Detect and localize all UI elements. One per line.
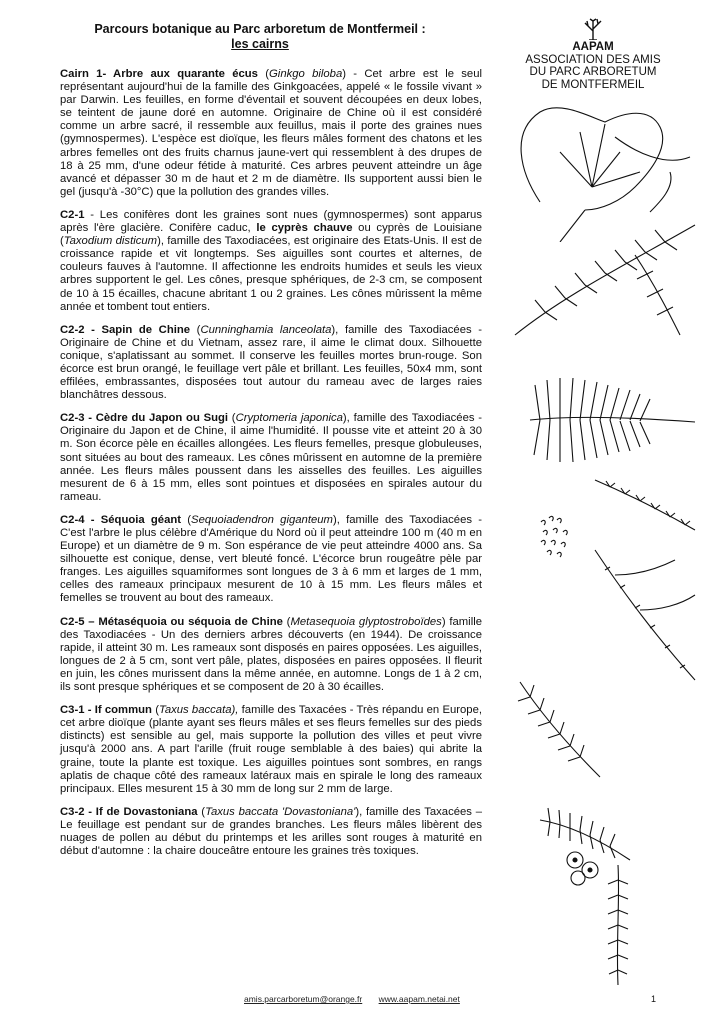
- entry-c2-3: C2-3 - Cèdre du Japon ou Sugi (Cryptomeria japonica), famille des Taxodiacées - Originaire du Japon et de Chine, il aime l'humidité. Il pousse vite et atteint 20 à 30 m. Son écorce pèle en écailles allongées. Les fleurs femelles, presque globuleuses, sont situées au bout des rameaux. Les cônes mûrissent en automne de la première année. Les fleurs mâles poussent dans les aisselles des feuilles. Les aiguilles mesurent de 6 à 15 mm, elles sont pointues et disposées en spirales autour du rameau.: [60, 412, 482, 503]
- entry-title: C3-1 - If commun: [60, 704, 152, 717]
- entry-title: C2-2 - Sapin de Chine: [60, 323, 191, 336]
- entry-text: ) famille des Taxodiacées - Un des derniers arbres découverts (en 1944). De croissance rapide, il atteint 30 m. Les rameaux sont disposés en paires opposées. Les aiguilles, longues de 2 à 5 cm, sont vert pâle, plates, disposées en paires opposées. Il fleurit en juin, les cônes murissent dans la même année, en automne. Longs de 1 à 2 cm, ils sont presque sphériques et se composent de 20 à 30 écailles.: [60, 615, 482, 694]
- entry-text: ), famille des Taxodiacées - Originaire du Japon et de Chine, il aime l'humidité. Il pousse vite et atteint 20 à 30 m. Son écorce pèle en écailles allongées. Les fleurs femelles, presque globuleuses, sont situées au bout des rameaux. Les cônes mûrissent en automne de la première année. Les fleurs mâles poussent dans les aisselles des feuilles. Les aiguilles mesurent de 6 à 15 mm, elles sont pointues et disposées en spirales autour du rameau.: [60, 412, 482, 503]
- entry-cairn-1: Cairn 1- Arbre aux quarante écus (Ginkgo biloba) - Cet arbre est le seul représentant aujourd'hui de la famille des Ginkgoacées, appelé « le fossile vivant » par Darwin. Les feuilles, en forme d'éventail et souvent découpées en deux lobes, se teintent de jaune doré en automne. Originaire de Chine où il est considéré comme un arbre sacré, il ressemble aux feuillus, mais il porte des graines nues (gymnospermes). L'espèce est dioïque, les fleurs mâles forment des chatons et les arbres femelles ont des fruits charnus jaune-vert qui ressemblent à des drupes de 18 à 25 mm, d'une odeur fétide à maturité. Ces arbres peuvent atteindre un âge avancé et dépasser 30 m de haut et 2 m de diamètre. Ils supportent aussi bien le gel (jusqu'à -30°C) que la pollution des grandes villes.: [60, 68, 482, 198]
- org-line-3: DE MONTFERMEIL: [541, 78, 645, 91]
- entry-text: famille des Taxacées - Très répandu en Europe, cet arbre dioïque (plante ayant ses fleurs mâles et ses fleurs femelles sur des pieds distincts) est sensible au gel, mais supporte la pollution des villes et peut vivre jusqu'à 2000 ans. A part l'arille (fruit rouge semblable à des baies) qui abrite la graine, toute la plante est toxique. Les aiguilles pointues sont sombres, en rangs aplatis de chaque côté des rameaux latéraux mais en spirale le long des rameaux principaux. Elles mesurent 15 à 30 mm de long sur 2 mm de large.: [60, 704, 483, 795]
- org-line-2: DU PARC ARBORETUM: [529, 66, 657, 78]
- entry-c2-4: C2-4 - Séquoia géant (Sequoiadendron giganteum), famille des Taxodiacées - C'est l'arbre le plus célèbre d'Amérique du Nord où il peut atteindre 100 m (40 m en Europe) et un diamètre de 9 m. Son espérance de vie peut atteindre 4000 ans. Sa silhouette est conique, dense, vert bleuté foncé. L'écorce brun rougeâtre pèle par franges. Les aiguilles squamiformes sont longues de 3 à 6 mm et larges de 1 mm, celles des rameaux principaux mesurent de 10 à 15 mm. Les fleurs mâles et femelles se trouvent au bout des rameaux.: [60, 513, 483, 605]
- entry-text: ), famille des Taxodiacées, est originaire des Etats-Unis. Il est de croissance rapide et vit longtemps. Ses aiguilles sont courtes et alternes, de couleurs fauves à l'automne. Il affectionne les endroits humides et seuls les vieux arbres supportent le gel. Les cônes, presque sphériques, de 2-3 cm, se composent de 10 à 15 écailles, chacune abritant 1 ou 2 graines. Les cônes mûrissent la même année et tombent tout entiers.: [60, 235, 482, 313]
- giant-sequoia-branch-icon: [585, 545, 705, 685]
- sequoia-cone-icon: [533, 512, 578, 562]
- footer-website-link[interactable]: www.aapam.netai.net: [378, 994, 460, 1004]
- entry-latin: Metasequoia glyptostroboïdes: [290, 615, 442, 628]
- entry-c3-2: C3-2 - If de Dovastoniana (Taxus baccata 'Dovastoniana'), famille des Taxacées – Le feuillage est pendant sur de grandes branches. Les fleurs mâles libèrent des nuages de pollen au début du printemps et les arilles sont rouges à maturité en début d'automne : la chaire douceâtre entoure les graines très toxiques.: [60, 805, 483, 858]
- chinese-fir-branch-icon: [520, 360, 700, 480]
- entry-latin: Ginkgo biloba: [269, 68, 343, 80]
- entry-text-a: - Les conifères dont les graines sont nues (gymnospermes) sont apparus après l'ère glacière. Conifère caduc,: [60, 208, 482, 235]
- entry-c2-5: C2-5 – Métaséquoia ou séquoia de Chine (Metasequoia glyptostroboïdes) famille des Taxodiacées - Un des derniers arbres découverts (en 1944). De croissance rapide, il atteint 30 m. Les rameaux sont disposés en paires opposées. Les aiguilles, longues de 2 à 5 cm, sont vert pâle, plates, disposées en paires opposées. Il fleurit en juin, les cônes murissent dans la même année, en automne. Longs de 1 à 2 cm, ils sont presque sphériques et se composent de 20 à 30 écailles.: [60, 615, 482, 694]
- entry-latin: Taxodium disticum: [63, 235, 158, 248]
- entry-c2-2: C2-2 - Sapin de Chine (Cunninghamia lanceolata), famille des Taxodiacées - Originaire de Chine et du Vietnam, assez rare, il aime le climat doux. Silhouette conique, s'aplatissant au sommet. Il conserve les feuilles mortes brun-rouge. Son écorce est brun orangé, le feuillage vert pâle et brillant. Les feuilles, 50x4 mm, sont effilées, embrassantes, disposées tout autour du rameau avec de larges raies blanchâtres dessous.: [60, 323, 483, 402]
- entry-title: Cairn 1- Arbre aux quarante écus: [60, 68, 258, 80]
- entry-text-b: ou cyprès de Louisiane (: [60, 222, 482, 248]
- entry-title: C2-4 - Séquoia géant: [60, 513, 182, 526]
- title-line: Parcours botanique au Parc arboretum de Montfermeil :: [94, 22, 426, 36]
- japanese-cedar-sprig-icon: [590, 470, 700, 540]
- main-column: [60, 68, 482, 868]
- metasequoia-sprig-icon: [510, 672, 610, 782]
- page-number: 1: [651, 994, 657, 1004]
- entry-title: C3-2 - If de Dovastoniana: [60, 805, 198, 818]
- footer-email-link[interactable]: amis.parcarboretum@orange.fr: [244, 994, 363, 1004]
- entry-c3-1: C3-1 - If commun (Taxus baccata), famille des Taxacées - Très répandu en Europe, cet arbre dioïque (plante ayant ses fleurs mâles et ses fleurs femelles sur des pieds distincts) est sensible au gel, mais supporte la pollution des villes et peut vivre jusqu'à 2000 ans. A part l'arille (fruit rouge semblable à des baies) qui abrite la graine, toute la plante est toxique. Les aiguilles pointues sont sombres, en rangs aplatis de chaque côté des rameaux latéraux mais en spirale le long des rameaux principaux. Elles mesurent 15 à 30 mm de long sur 2 mm de large.: [60, 704, 483, 795]
- entry-latin: Cryptomeria japonica: [235, 412, 343, 425]
- entry-latin: Cunninghamia lanceolata: [200, 323, 332, 336]
- entry-text: ), famille des Taxacées – Le feuillage est pendant sur de grandes branches. Les fleurs mâles libèrent des nuages de pollen au début du printemps et les arilles sont rouges à maturité en début d'automne : la chaire douceâtre entoure les graines très toxiques.: [60, 805, 483, 858]
- page-title: [40, 22, 480, 52]
- dovastoniana-yew-sprig-icon: [598, 860, 638, 990]
- entry-latin: Taxus baccata 'Dovastoniana': [205, 805, 356, 818]
- tree-logo-icon: [581, 18, 605, 40]
- association-block: [498, 18, 688, 91]
- subtitle-line: les cairns: [231, 37, 289, 51]
- org-line-1: ASSOCIATION DES AMIS: [525, 53, 661, 66]
- entry-bold-name: le cyprès chauve: [256, 222, 353, 235]
- entry-latin: Sequoiadendron giganteum: [191, 513, 333, 526]
- entry-c2-1: [60, 209, 482, 314]
- footer: [244, 994, 474, 1004]
- bald-cypress-sprig-icon: [505, 205, 705, 345]
- entry-text: ), famille des Taxodiacées - Originaire de Chine et du Vietnam, assez rare, il aime le climat doux. Silhouette conique, s'aplatissant au sommet. Il conserve les feuilles mortes brun-rouge. Son écorce est brun orangé, le feuillage vert pâle et brillant. Les feuilles, 50x4 mm, sont effilées, embrassantes, disposées tout autour du rameau avec de larges raies blanchâtres dessous.: [60, 323, 483, 402]
- entry-text: - Cet arbre est le seul représentant aujourd'hui de la famille des Ginkgoacées, appelé « le fossile vivant » par Darwin. Les feuilles, en forme d'éventail et souvent découpées en deux lobes, se teintent de jaune doré en automne. Originaire de Chine où il est considéré comme un arbre sacré, il ressemble aux feuillus, mais il porte des graines nues (gymnospermes). L'espèce est dioïque, les fleurs mâles forment des chatons et les arbres femelles ont des fruits charnus jaune-vert qui ressemblent à des drupes de 18 à 25 mm, d'une odeur fétide à maturité. Ces arbres peuvent atteindre un âge avancé et dépasser 30 m de haut et 2 m de diamètre. Ils supportent aussi bien le gel (jusqu'à -30°C) que la pollution des grandes villes.: [60, 68, 482, 198]
- org-acronym: AAPAM: [572, 41, 614, 53]
- entry-title: C2-3 - Cèdre du Japon ou Sugi: [60, 412, 229, 425]
- entry-latin: Taxus baccata),: [158, 704, 239, 717]
- entry-text: ), famille des Taxodiacées - C'est l'arbre le plus célèbre d'Amérique du Nord où il peut atteindre 100 m (40 m en Europe) et un diamètre de 9 m. Son espérance de vie peut atteindre 4000 ans. Sa silhouette est conique, dense, vert bleuté foncé. L'écorce brun rougeâtre pèle par franges. Les aiguilles squamiformes sont longues de 3 à 6 mm et larges de 1 mm, celles des rameaux principaux mesurent de 10 à 15 mm. Les fleurs mâles et femelles se trouvent au bout des rameaux.: [60, 513, 483, 605]
- entry-title: C2-5 – Métaséquoia ou séquoia de Chine: [60, 615, 283, 628]
- entry-title: C2-1: [60, 208, 85, 221]
